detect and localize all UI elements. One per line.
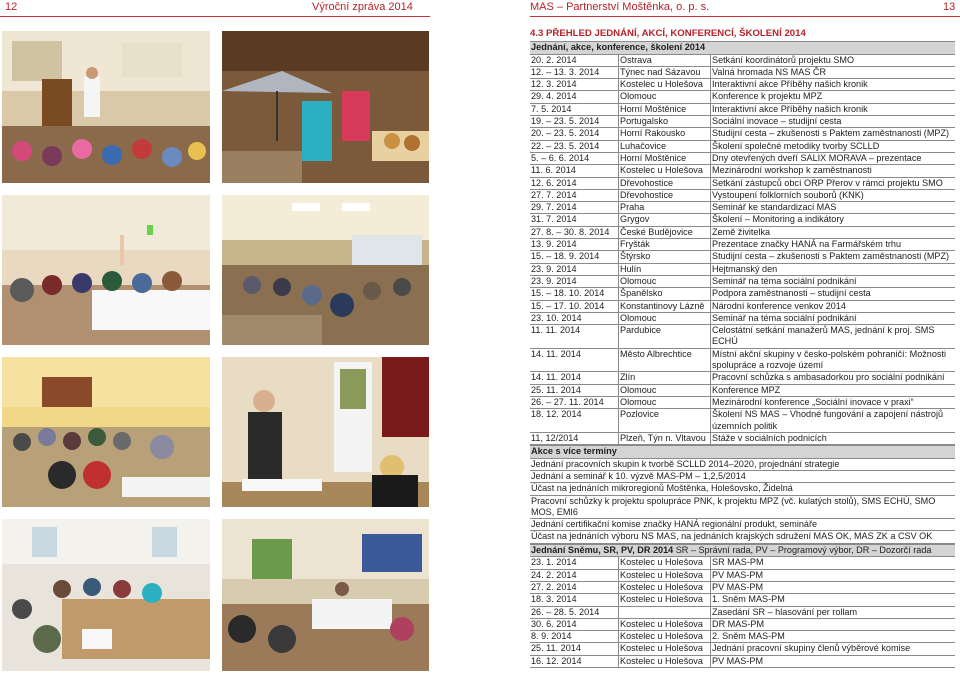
- event-cell: Seminář ke standardizaci MAS: [711, 202, 956, 214]
- date-cell: 26. – 27. 11. 2014: [530, 396, 619, 408]
- event-row: [530, 177, 955, 189]
- place-cell: Horní Rakousko: [619, 128, 711, 140]
- place-cell: Ostrava: [619, 55, 711, 67]
- event-cell: Školení NS MAS – Vhodné fungování a zapojení nástrojů územních politik: [711, 409, 956, 433]
- date-cell: 7. 5. 2014: [530, 103, 619, 115]
- photo-workshop-tables: [2, 519, 210, 671]
- event-row: [530, 409, 955, 433]
- place-cell: Horní Moštěnice: [619, 152, 711, 164]
- event-row: [530, 152, 955, 164]
- place-cell: Dřevohostice: [619, 177, 711, 189]
- event-row: [530, 288, 955, 300]
- place-cell: Fryšták: [619, 239, 711, 251]
- place-cell: Horní Moštěnice: [619, 103, 711, 115]
- event-cell: Hejtmanský den: [711, 263, 956, 275]
- meeting-row: [530, 643, 955, 655]
- date-cell: 29. 4. 2014: [530, 91, 619, 103]
- multi-day-item: Jednání certifikační komise značky HANÁ regionální produkt, semináře: [530, 519, 955, 531]
- events-table-heading: Jednání, akce, konference, školení 2014: [530, 41, 955, 55]
- photo-outdoor-market-umbrella: [222, 31, 429, 183]
- date-cell: 27. 8. – 30. 8. 2014: [530, 226, 619, 238]
- date-cell: 19. – 23. 5. 2014: [530, 116, 619, 128]
- multi-day-item: Účast na jednáních mikroregionů Moštěnka, Holešovsko, Židelná: [530, 483, 955, 495]
- photo-presentation-classroom: [2, 31, 210, 183]
- right-running-title: MAS – Partnerství Moštěnka, o. p. s.: [530, 1, 710, 13]
- date-cell: 14. 11. 2014: [530, 348, 619, 372]
- place-cell: Španělsko: [619, 288, 711, 300]
- date-cell: 29. 7. 2014: [530, 202, 619, 214]
- place-cell: Kostelec u Holešova: [619, 79, 711, 91]
- place-cell: Praha: [619, 202, 711, 214]
- event-row: [530, 214, 955, 226]
- meetings-heading-legend: SR – Správní rada, PV – Programový výbor, DR – Dozorčí rada: [673, 544, 932, 555]
- event-cell: 1. Sněm MAS-PM: [711, 594, 956, 606]
- event-cell: Interaktivní akce Příběhy našich kronik: [711, 103, 956, 115]
- place-cell: Kostelec u Holešova: [619, 594, 711, 606]
- event-cell: Seminář na téma sociální podnikání: [711, 312, 956, 324]
- event-row: [530, 432, 955, 444]
- event-cell: DR MAS-PM: [711, 618, 956, 630]
- event-row: [530, 348, 955, 372]
- event-cell: Podpora zaměstnanosti – studijní cesta: [711, 288, 956, 300]
- event-cell: Vystoupení folklorních souborů (KNK): [711, 189, 956, 201]
- place-cell: Kostelec u Holešova: [619, 557, 711, 569]
- event-cell: Místní akční skupiny v česko-polském pohraničí: Možnosti spolupráce a rozvoje území: [711, 348, 956, 372]
- event-cell: Mezinárodní workshop k zaměstnanosti: [711, 165, 956, 177]
- event-cell: PV MAS-PM: [711, 569, 956, 581]
- photo-voting-meeting: [2, 195, 210, 345]
- section-title: 4.3 PŘEHLED JEDNÁNÍ, AKCÍ, KONFERENCÍ, ŠKOLENÍ 2014: [530, 28, 806, 39]
- meeting-row: [530, 618, 955, 630]
- date-cell: 12. 6. 2014: [530, 177, 619, 189]
- event-cell: Země živitelka: [711, 226, 956, 238]
- event-cell: Studijní cesta – zkušenosti s Paktem zaměstnanosti (MPZ): [711, 128, 956, 140]
- date-cell: 23. 10. 2014: [530, 312, 619, 324]
- place-cell: Luhačovice: [619, 140, 711, 152]
- event-row: [530, 263, 955, 275]
- event-row: [530, 116, 955, 128]
- event-row: [530, 325, 955, 349]
- meeting-row: [530, 557, 955, 569]
- event-cell: Interaktivní akce Příběhy našich kronik: [711, 79, 956, 91]
- place-cell: Plzeň, Týn n. Vltavou: [619, 432, 711, 444]
- meetings-heading: [530, 544, 955, 558]
- place-cell: Město Albrechtice: [619, 348, 711, 372]
- multi-day-heading: Akce s více termíny: [530, 445, 955, 459]
- date-cell: 20. – 23. 5. 2014: [530, 128, 619, 140]
- photo-speaker-microphone: [222, 357, 429, 507]
- multi-day-item: Pracovní schůzky k projektu spolupráce PNK, k projektu MPZ (vč. kulatých stolů), SMS ECHÚ, SMO MOS, EMI6: [530, 496, 955, 520]
- left-header-rule: [0, 16, 430, 17]
- place-cell: Konstantinovy Lázně: [619, 300, 711, 312]
- event-row: [530, 128, 955, 140]
- event-cell: 2. Sněm MAS-PM: [711, 631, 956, 643]
- event-row: [530, 79, 955, 91]
- date-cell: 25. 11. 2014: [530, 643, 619, 655]
- meetings-heading-bold: Jednání Sněmu, SR, PV, DR 2014: [531, 544, 674, 555]
- event-row: [530, 165, 955, 177]
- place-cell: Portugalsko: [619, 116, 711, 128]
- place-cell: Pozlovice: [619, 409, 711, 433]
- event-cell: Prezentace značky HANÁ na Farmářském trhu: [711, 239, 956, 251]
- date-cell: 16. 12. 2014: [530, 655, 619, 667]
- event-cell: PV MAS-PM: [711, 581, 956, 593]
- event-row: [530, 251, 955, 263]
- place-cell: České Budějovice: [619, 226, 711, 238]
- multi-day-list: [530, 459, 955, 544]
- event-cell: Školení společné metodiky tvorby SCLLD: [711, 140, 956, 152]
- date-cell: 22. – 23. 5. 2014: [530, 140, 619, 152]
- event-row: [530, 91, 955, 103]
- event-cell: Seminář na téma sociální podnikání: [711, 275, 956, 287]
- event-cell: Valná hromada NS MAS ČR: [711, 66, 956, 78]
- date-cell: 14. 11. 2014: [530, 372, 619, 384]
- place-cell: Dřevohostice: [619, 189, 711, 201]
- place-cell: Štýrsko: [619, 251, 711, 263]
- date-cell: 18. 12. 2014: [530, 409, 619, 433]
- event-row: [530, 55, 955, 67]
- event-cell: Školení – Monitoring a indikátory: [711, 214, 956, 226]
- date-cell: 11. 11. 2014: [530, 325, 619, 349]
- event-row: [530, 140, 955, 152]
- event-cell: Setkání zástupců obcí ORP Přerov v rámci projektu SMO: [711, 177, 956, 189]
- multi-day-item: Účast na jednáních výboru NS MAS, na jednáních krajských sdružení MAS OK, MAS ZK a CSV OK: [530, 531, 955, 543]
- place-cell: Olomouc: [619, 396, 711, 408]
- date-cell: 26. – 28. 5. 2014: [530, 606, 619, 618]
- event-cell: Konference k projektu MPZ: [711, 91, 956, 103]
- event-cell: Pracovní schůzka s ambasadorkou pro sociální podnikání: [711, 372, 956, 384]
- date-cell: 27. 7. 2014: [530, 189, 619, 201]
- event-cell: Celostátní setkání manažerů MAS, jednání k proj. SMS ECHÚ: [711, 325, 956, 349]
- event-cell: Sociální inovace – studijní cesta: [711, 116, 956, 128]
- date-cell: 11. 6. 2014: [530, 165, 619, 177]
- date-cell: 8. 9. 2014: [530, 631, 619, 643]
- event-cell: Mezinárodní konference „Sociální inovace v praxi“: [711, 396, 956, 408]
- date-cell: 15. – 18. 10. 2014: [530, 288, 619, 300]
- event-cell: Jednání pracovní skupiny členů výběrové komise: [711, 643, 956, 655]
- meeting-row: [530, 606, 955, 618]
- event-row: [530, 103, 955, 115]
- date-cell: 12. – 13. 3. 2014: [530, 66, 619, 78]
- event-cell: Stáže v sociálních podnicích: [711, 432, 956, 444]
- date-cell: 30. 6. 2014: [530, 618, 619, 630]
- place-cell: Grygov: [619, 214, 711, 226]
- event-cell: Zasedání SR – hlasování per rollam: [711, 606, 956, 618]
- place-cell: Kostelec u Holešova: [619, 643, 711, 655]
- place-cell: Kostelec u Holešova: [619, 631, 711, 643]
- date-cell: 23. 9. 2014: [530, 263, 619, 275]
- events-table: [530, 55, 955, 446]
- place-cell: Kostelec u Holešova: [619, 618, 711, 630]
- meeting-row: [530, 581, 955, 593]
- date-cell: 31. 7. 2014: [530, 214, 619, 226]
- place-cell: Olomouc: [619, 91, 711, 103]
- event-row: [530, 372, 955, 384]
- event-row: [530, 189, 955, 201]
- date-cell: 11, 12/2014: [530, 432, 619, 444]
- place-cell: Pardubice: [619, 325, 711, 349]
- right-page-number: 13: [943, 1, 956, 13]
- meeting-row: [530, 631, 955, 643]
- place-cell: Kostelec u Holešova: [619, 569, 711, 581]
- photo-seminar-yellow-room: [2, 357, 210, 507]
- event-cell: Studijní cesta – zkušenosti s Paktem zaměstnanosti (MPZ): [711, 251, 956, 263]
- event-cell: SR MAS-PM: [711, 557, 956, 569]
- place-cell: Kostelec u Holešova: [619, 655, 711, 667]
- right-header-rule: [530, 16, 960, 17]
- place-cell: Olomouc: [619, 384, 711, 396]
- meeting-row: [530, 594, 955, 606]
- date-cell: 27. 2. 2014: [530, 581, 619, 593]
- date-cell: 23. 9. 2014: [530, 275, 619, 287]
- place-cell: Kostelec u Holešova: [619, 165, 711, 177]
- left-page-number: 12: [5, 1, 18, 13]
- place-cell: Hulín: [619, 263, 711, 275]
- meetings-table: [530, 557, 955, 668]
- event-cell: Dny otevřených dveří SALIX MORAVA – prezentace: [711, 152, 956, 164]
- event-row: [530, 396, 955, 408]
- event-row: [530, 226, 955, 238]
- date-cell: 24. 2. 2014: [530, 569, 619, 581]
- date-cell: 5. – 6. 6. 2014: [530, 152, 619, 164]
- place-cell: [619, 606, 711, 618]
- multi-day-item: Jednání a seminář k 10. výzvě MAS-PM – 1,2,5/2014: [530, 471, 955, 483]
- event-row: [530, 202, 955, 214]
- place-cell: Kostelec u Holešova: [619, 581, 711, 593]
- date-cell: 20. 2. 2014: [530, 55, 619, 67]
- date-cell: 15. – 17. 10. 2014: [530, 300, 619, 312]
- event-cell: Národní konference venkov 2014: [711, 300, 956, 312]
- date-cell: 25. 11. 2014: [530, 384, 619, 396]
- meeting-row: [530, 655, 955, 667]
- photo-conference-hall: [222, 195, 429, 345]
- place-cell: Týnec nad Sázavou: [619, 66, 711, 78]
- event-cell: PV MAS-PM: [711, 655, 956, 667]
- event-row: [530, 239, 955, 251]
- date-cell: 23. 1. 2014: [530, 557, 619, 569]
- date-cell: 12. 3. 2014: [530, 79, 619, 91]
- event-cell: Setkání koordinátorů projektu SMO: [711, 55, 956, 67]
- place-cell: Olomouc: [619, 312, 711, 324]
- multi-day-item: Jednání pracovních skupin k tvorbě SCLLD 2014–2020, projednání strategie: [530, 459, 955, 471]
- date-cell: 13. 9. 2014: [530, 239, 619, 251]
- events-overview: [530, 27, 955, 668]
- left-running-title: Výroční zpráva 2014: [312, 1, 413, 13]
- event-cell: Konference MPZ: [711, 384, 956, 396]
- meeting-row: [530, 569, 955, 581]
- event-row: [530, 312, 955, 324]
- event-row: [530, 275, 955, 287]
- place-cell: Olomouc: [619, 275, 711, 287]
- date-cell: 18. 3. 2014: [530, 594, 619, 606]
- event-row: [530, 300, 955, 312]
- place-cell: Zlín: [619, 372, 711, 384]
- event-row: [530, 384, 955, 396]
- date-cell: 15. – 18. 9. 2014: [530, 251, 619, 263]
- event-row: [530, 66, 955, 78]
- photo-lecture-projector: [222, 519, 429, 671]
